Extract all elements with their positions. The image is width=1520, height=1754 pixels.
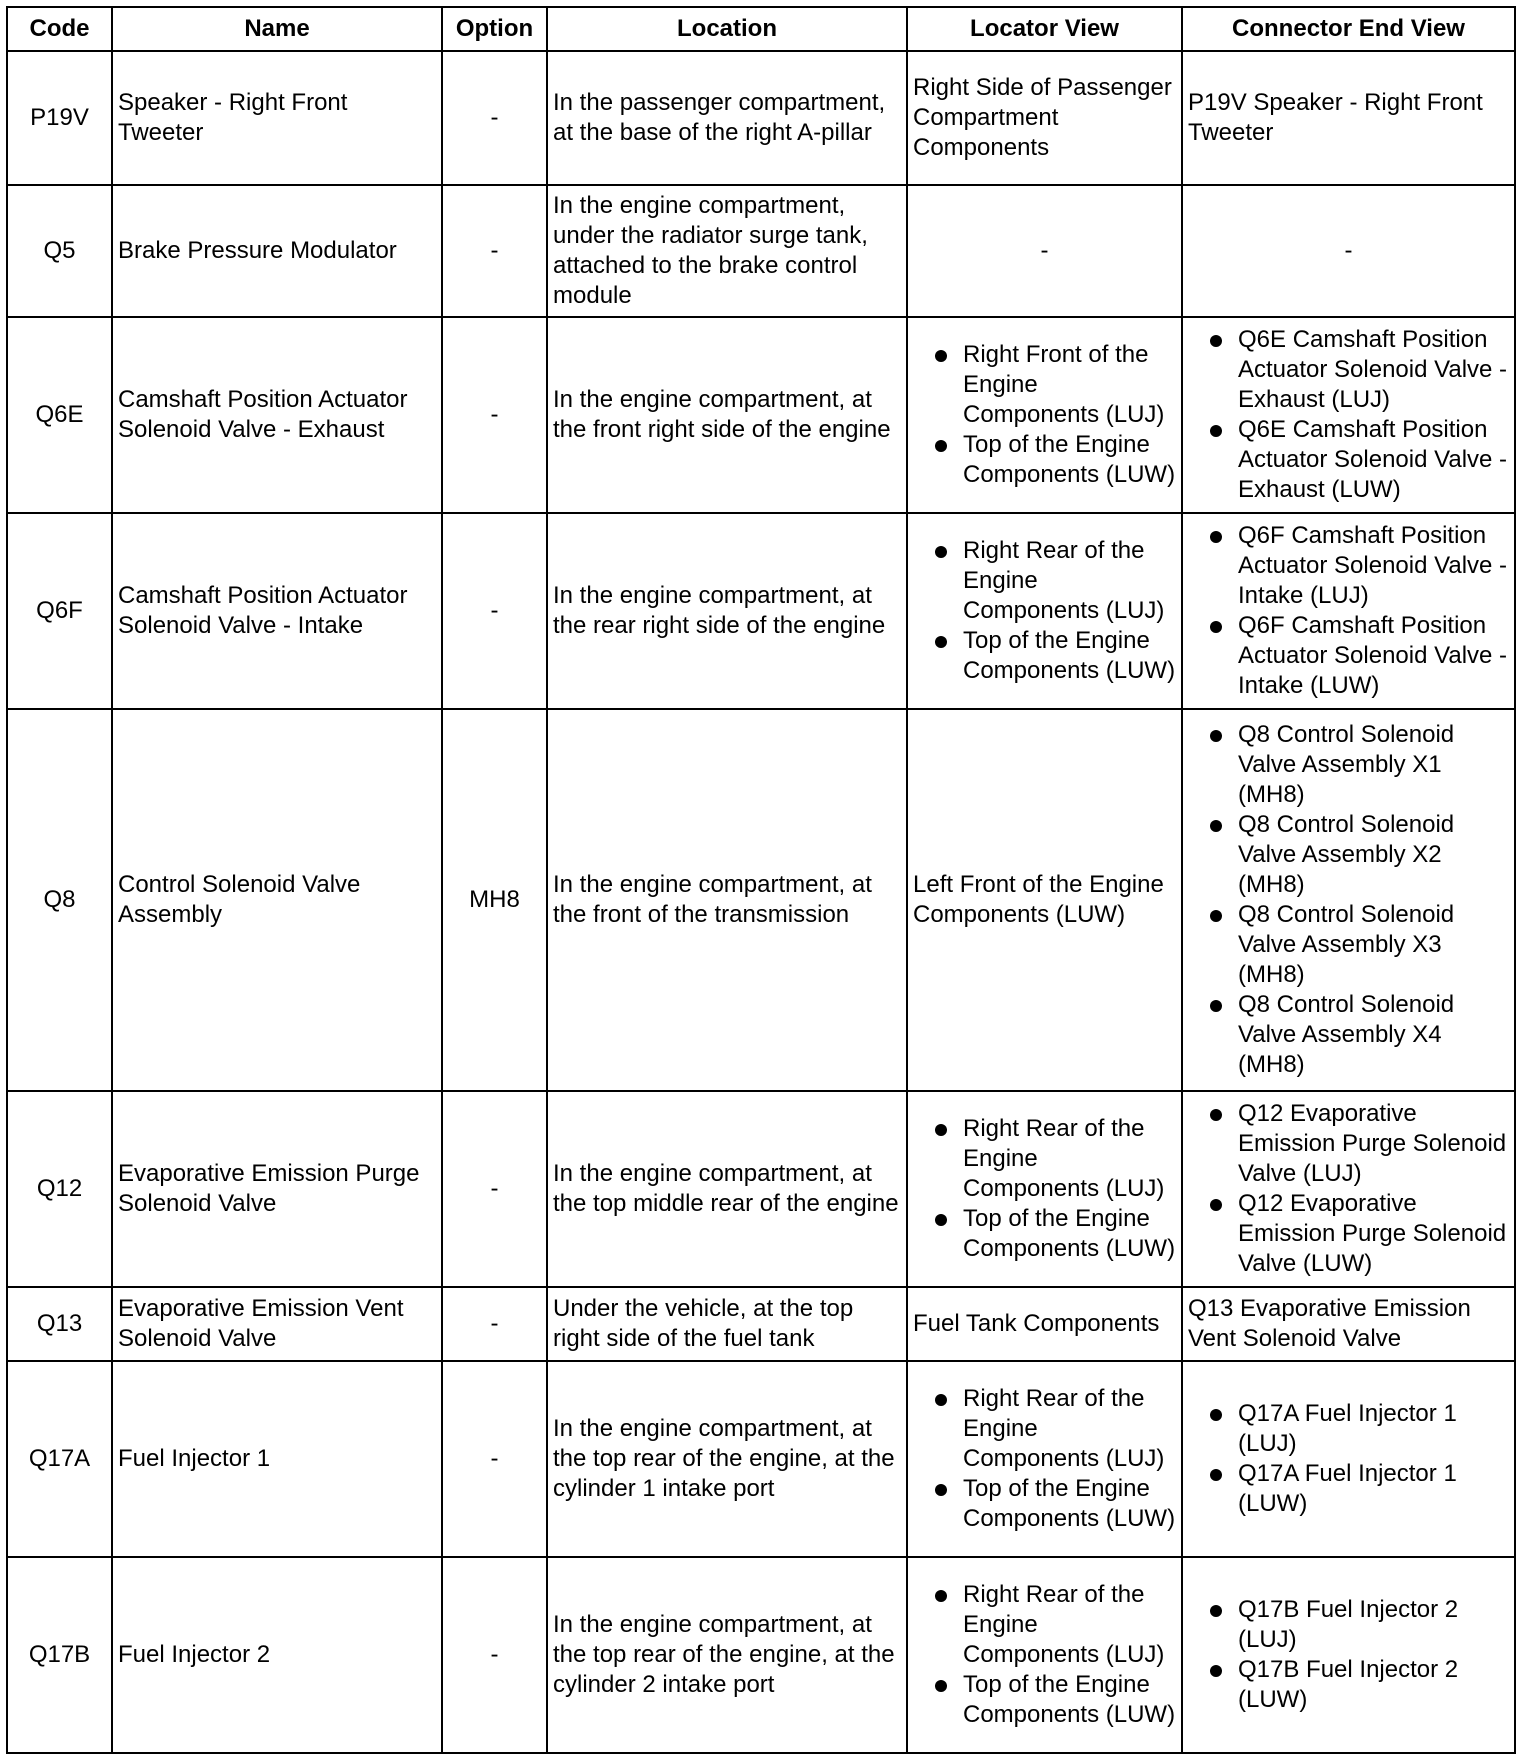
- list-item-text: Q12 Evaporative Emission Purge Solenoid Valve (LUJ): [1238, 1100, 1507, 1187]
- cell-option: -: [442, 1361, 547, 1557]
- list-item: [913, 536, 1176, 626]
- list-item-text: Q6F Camshaft Position Actuator Solenoid Valve - Intake (LUW): [1238, 612, 1508, 699]
- list-item-text: Q17A Fuel Injector 1 (LUJ): [1238, 1400, 1457, 1457]
- cell-connector-end-view: [1182, 513, 1515, 709]
- cell-location: In the engine compartment, at the top rear of the engine, at the cylinder 1 intake port: [547, 1361, 907, 1557]
- component-locator-table: [6, 6, 1516, 1754]
- bullet-icon: [935, 546, 947, 558]
- list-item: [1188, 415, 1509, 505]
- header-location: Location: [547, 7, 907, 51]
- connector-list: [1188, 1099, 1509, 1279]
- cell-name: Control Solenoid Valve Assembly: [112, 709, 442, 1091]
- cell-locator-view: [907, 1091, 1182, 1287]
- bullet-icon: [1210, 1605, 1222, 1617]
- list-item: [1188, 1595, 1509, 1655]
- bullet-icon: [935, 1590, 947, 1602]
- cell-connector-end-view: P19V Speaker - Right Front Tweeter: [1182, 51, 1515, 185]
- cell-code: Q8: [7, 709, 112, 1091]
- list-item: [1188, 1189, 1509, 1279]
- cell-name: Camshaft Position Actuator Solenoid Valve - Intake: [112, 513, 442, 709]
- cell-name: Evaporative Emission Purge Solenoid Valve: [112, 1091, 442, 1287]
- list-item-text: Q8 Control Solenoid Valve Assembly X3 (MH8): [1238, 901, 1455, 988]
- list-item: [1188, 900, 1509, 990]
- table-row: [7, 1361, 1515, 1557]
- cell-option: -: [442, 513, 547, 709]
- list-item: [1188, 1099, 1509, 1189]
- cell-locator-view: Fuel Tank Components: [907, 1287, 1182, 1361]
- list-item-text: Right Rear of the Engine Components (LUJ): [963, 1581, 1165, 1668]
- bullet-icon: [1210, 621, 1222, 633]
- header-code: Code: [7, 7, 112, 51]
- cell-option: -: [442, 185, 547, 317]
- cell-code: Q5: [7, 185, 112, 317]
- bullet-icon: [1210, 1469, 1222, 1481]
- list-item: [1188, 810, 1509, 900]
- cell-name: Fuel Injector 1: [112, 1361, 442, 1557]
- bullet-icon: [935, 1680, 947, 1692]
- cell-connector-end-view: [1182, 317, 1515, 513]
- cell-code: Q6F: [7, 513, 112, 709]
- cell-locator-view: [907, 513, 1182, 709]
- cell-option: -: [442, 1091, 547, 1287]
- table-row: [7, 1557, 1515, 1753]
- bullet-icon: [1210, 910, 1222, 922]
- header-row: [7, 7, 1515, 51]
- locator-list: [913, 1114, 1176, 1264]
- cell-connector-end-view: Q13 Evaporative Emission Vent Solenoid Valve: [1182, 1287, 1515, 1361]
- list-item-text: Q8 Control Solenoid Valve Assembly X2 (MH8): [1238, 811, 1455, 898]
- bullet-icon: [1210, 730, 1222, 742]
- cell-option: MH8: [442, 709, 547, 1091]
- cell-name: Fuel Injector 2: [112, 1557, 442, 1753]
- list-item: [913, 1114, 1176, 1204]
- cell-location: In the passenger compartment, at the base of the right A-pillar: [547, 51, 907, 185]
- connector-list: [1188, 1399, 1509, 1519]
- locator-list: [913, 1384, 1176, 1534]
- bullet-icon: [1210, 1665, 1222, 1677]
- cell-connector-end-view: [1182, 1361, 1515, 1557]
- locator-list: [913, 340, 1176, 490]
- list-item-text: Top of the Engine Components (LUW): [963, 1475, 1176, 1532]
- header-option: Option: [442, 7, 547, 51]
- bullet-icon: [935, 1394, 947, 1406]
- cell-name: Speaker - Right Front Tweeter: [112, 51, 442, 185]
- list-item: [1188, 1399, 1509, 1459]
- list-item: [1188, 720, 1509, 810]
- list-item-text: Q12 Evaporative Emission Purge Solenoid Valve (LUW): [1238, 1190, 1507, 1277]
- cell-option: -: [442, 1557, 547, 1753]
- list-item-text: Q6E Camshaft Position Actuator Solenoid Valve - Exhaust (LUJ): [1238, 326, 1508, 413]
- bullet-icon: [1210, 1409, 1222, 1421]
- cell-location: In the engine compartment, under the radiator surge tank, attached to the brake control module: [547, 185, 907, 317]
- cell-code: P19V: [7, 51, 112, 185]
- list-item: [913, 1384, 1176, 1474]
- list-item-text: Right Rear of the Engine Components (LUJ): [963, 1115, 1165, 1202]
- bullet-icon: [1210, 531, 1222, 543]
- list-item: [913, 626, 1176, 686]
- bullet-icon: [1210, 335, 1222, 347]
- list-item-text: Q17B Fuel Injector 2 (LUJ): [1238, 1596, 1459, 1653]
- cell-connector-end-view: -: [1182, 185, 1515, 317]
- bullet-icon: [1210, 1000, 1222, 1012]
- connector-list: [1188, 521, 1509, 701]
- cell-locator-view: [907, 1557, 1182, 1753]
- cell-code: Q13: [7, 1287, 112, 1361]
- cell-code: Q17A: [7, 1361, 112, 1557]
- connector-list: [1188, 325, 1509, 505]
- list-item-text: Right Rear of the Engine Components (LUJ): [963, 1385, 1165, 1472]
- table-row: [7, 513, 1515, 709]
- table-row: [7, 185, 1515, 317]
- cell-locator-view: Right Side of Passenger Compartment Components: [907, 51, 1182, 185]
- cell-location: In the engine compartment, at the front of the transmission: [547, 709, 907, 1091]
- cell-code: Q6E: [7, 317, 112, 513]
- list-item-text: Top of the Engine Components (LUW): [963, 627, 1176, 684]
- bullet-icon: [935, 350, 947, 362]
- list-item-text: Q6F Camshaft Position Actuator Solenoid Valve - Intake (LUJ): [1238, 522, 1508, 609]
- table-row: [7, 709, 1515, 1091]
- cell-connector-end-view: [1182, 1557, 1515, 1753]
- list-item: [913, 1204, 1176, 1264]
- list-item-text: Q17B Fuel Injector 2 (LUW): [1238, 1656, 1459, 1713]
- cell-location: In the engine compartment, at the front right side of the engine: [547, 317, 907, 513]
- list-item-text: Q8 Control Solenoid Valve Assembly X4 (MH8): [1238, 991, 1455, 1078]
- list-item: [913, 340, 1176, 430]
- cell-connector-end-view: [1182, 709, 1515, 1091]
- table-row: [7, 51, 1515, 185]
- cell-name: Camshaft Position Actuator Solenoid Valve - Exhaust: [112, 317, 442, 513]
- list-item-text: Q8 Control Solenoid Valve Assembly X1 (MH8): [1238, 721, 1455, 808]
- list-item-text: Q6E Camshaft Position Actuator Solenoid Valve - Exhaust (LUW): [1238, 416, 1508, 503]
- bullet-icon: [935, 440, 947, 452]
- header-connector-end-view: Connector End View: [1182, 7, 1515, 51]
- list-item: [1188, 1459, 1509, 1519]
- bullet-icon: [1210, 1109, 1222, 1121]
- cell-option: -: [442, 51, 547, 185]
- cell-locator-view: [907, 317, 1182, 513]
- list-item: [1188, 611, 1509, 701]
- cell-option: -: [442, 317, 547, 513]
- header-locator-view: Locator View: [907, 7, 1182, 51]
- component-locator-table-container: [6, 6, 1516, 1754]
- cell-location: In the engine compartment, at the top middle rear of the engine: [547, 1091, 907, 1287]
- list-item-text: Top of the Engine Components (LUW): [963, 431, 1176, 488]
- list-item-text: Top of the Engine Components (LUW): [963, 1671, 1176, 1728]
- list-item-text: Right Front of the Engine Components (LUJ): [963, 341, 1165, 428]
- list-item: [1188, 990, 1509, 1080]
- locator-list: [913, 1580, 1176, 1730]
- bullet-icon: [1210, 425, 1222, 437]
- list-item: [1188, 325, 1509, 415]
- cell-locator-view: Left Front of the Engine Components (LUW): [907, 709, 1182, 1091]
- list-item: [913, 1580, 1176, 1670]
- cell-location: In the engine compartment, at the rear right side of the engine: [547, 513, 907, 709]
- cell-locator-view: [907, 1361, 1182, 1557]
- list-item: [913, 430, 1176, 490]
- connector-list: [1188, 1595, 1509, 1715]
- bullet-icon: [935, 1214, 947, 1226]
- table-row: [7, 1091, 1515, 1287]
- list-item: [913, 1474, 1176, 1534]
- cell-connector-end-view: [1182, 1091, 1515, 1287]
- list-item-text: Q17A Fuel Injector 1 (LUW): [1238, 1460, 1457, 1517]
- cell-option: -: [442, 1287, 547, 1361]
- list-item-text: Top of the Engine Components (LUW): [963, 1205, 1176, 1262]
- cell-location: In the engine compartment, at the top rear of the engine, at the cylinder 2 intake port: [547, 1557, 907, 1753]
- list-item: [1188, 521, 1509, 611]
- cell-name: Evaporative Emission Vent Solenoid Valve: [112, 1287, 442, 1361]
- locator-list: [913, 536, 1176, 686]
- list-item: [1188, 1655, 1509, 1715]
- list-item-text: Right Rear of the Engine Components (LUJ): [963, 537, 1165, 624]
- bullet-icon: [1210, 1199, 1222, 1211]
- bullet-icon: [1210, 820, 1222, 832]
- cell-code: Q17B: [7, 1557, 112, 1753]
- header-name: Name: [112, 7, 442, 51]
- cell-location: Under the vehicle, at the top right side of the fuel tank: [547, 1287, 907, 1361]
- cell-name: Brake Pressure Modulator: [112, 185, 442, 317]
- list-item: [913, 1670, 1176, 1730]
- cell-code: Q12: [7, 1091, 112, 1287]
- table-row: [7, 317, 1515, 513]
- cell-locator-view: -: [907, 185, 1182, 317]
- bullet-icon: [935, 1124, 947, 1136]
- bullet-icon: [935, 1484, 947, 1496]
- table-row: [7, 1287, 1515, 1361]
- connector-list: [1188, 720, 1509, 1080]
- bullet-icon: [935, 636, 947, 648]
